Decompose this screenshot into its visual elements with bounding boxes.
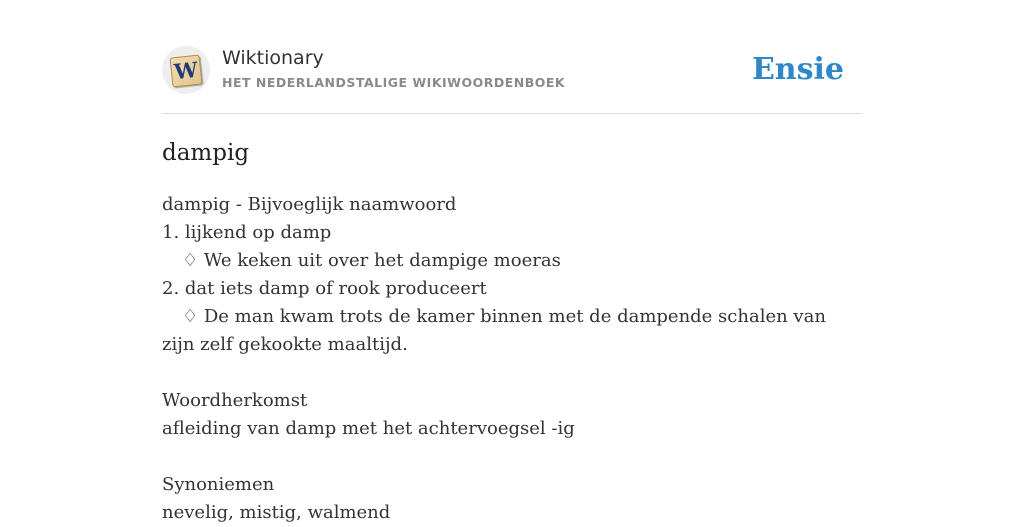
logo-tile: [170, 55, 203, 88]
spacer: [162, 359, 862, 387]
definition-1: 1. lijkend op damp: [162, 222, 332, 243]
example-1: ♢ We keken uit over het dampige moeras: [182, 250, 561, 271]
entry-body: [162, 191, 862, 527]
site-header: [162, 44, 862, 114]
etymology-heading: Woordherkomst: [162, 390, 308, 411]
definition-2: 2. dat iets damp of rook produceert: [162, 278, 487, 299]
synonyms-text: nevelig, mistig, walmend: [162, 502, 391, 523]
spacer: [162, 443, 862, 471]
example-2: ♢ De man kwam trots de kamer binnen met de dampende schalen van zijn zelf gekookte maaltijd.: [162, 306, 826, 355]
site-name[interactable]: Wiktionary: [222, 47, 324, 69]
wiktionary-logo-icon[interactable]: [162, 46, 210, 94]
etymology-text: afleiding van damp met het achtervoegsel -ig: [162, 418, 575, 439]
synonyms-heading: Synoniemen: [162, 474, 275, 495]
brand-logo[interactable]: Ensie: [751, 52, 844, 87]
page-title: dampig: [162, 140, 250, 166]
logo-letter: W: [172, 56, 199, 85]
page: [162, 0, 862, 527]
part-of-speech-line: dampig - Bijvoeglijk naamwoord: [162, 194, 457, 215]
site-tagline: HET NEDERLANDSTALIGE WIKIWOORDENBOEK: [222, 75, 566, 90]
